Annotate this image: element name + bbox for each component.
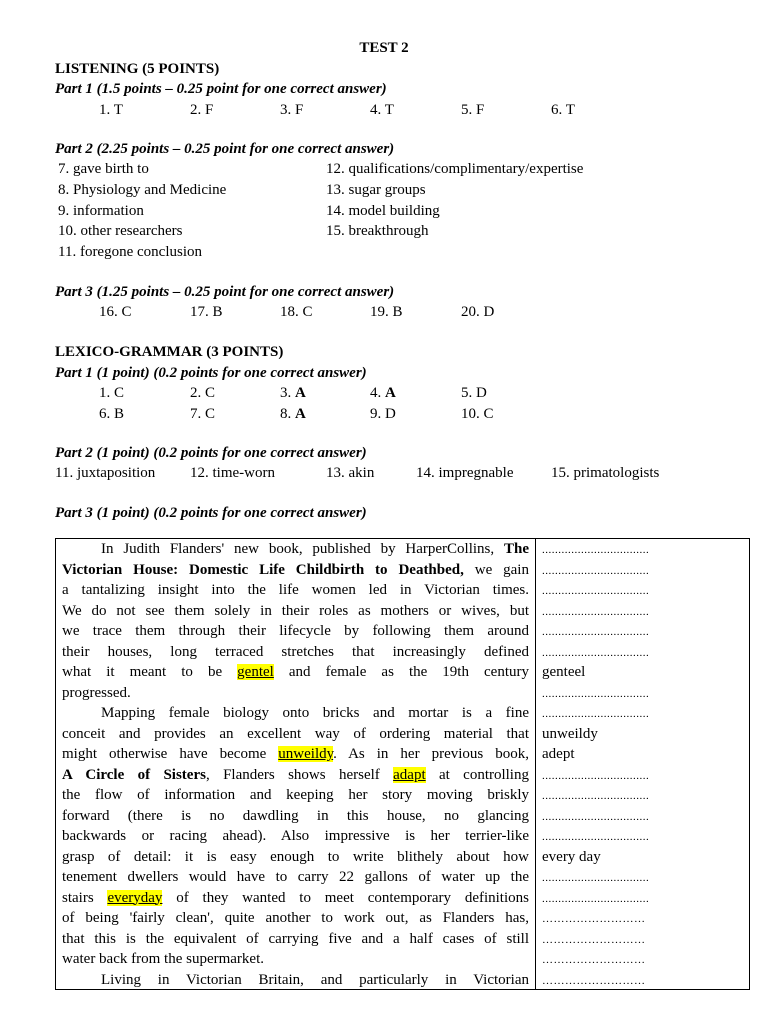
passage-text-segment: we trace them through their lifecycle by following them around <box>62 623 529 639</box>
answer: 11. foregone conclusion <box>58 244 202 260</box>
page-title: TEST 2 <box>359 40 409 56</box>
dotted-blank: ……………………… <box>542 974 646 987</box>
answer-slot <box>536 949 750 970</box>
lexico-part3-heading: Part 3 (1 point) (0.2 points for one correct answer) <box>55 505 367 521</box>
passage-text <box>56 539 536 989</box>
answer: 2. F <box>190 102 214 118</box>
passage-text-segment: Living in Victorian Britain, and particularly in Victorian <box>101 971 529 988</box>
answer: 2. C <box>190 385 216 401</box>
answer-slot <box>536 785 750 806</box>
highlighted-error: everyday <box>107 889 163 906</box>
passage-line <box>56 949 535 970</box>
passage-text-segment: Mapping female biology onto bricks and mortar is a fine <box>101 705 529 721</box>
answer-slot <box>536 765 750 786</box>
answer: 6. B <box>99 406 125 422</box>
answer-slot <box>536 929 750 950</box>
answer: 12. time-worn <box>190 465 275 481</box>
listening-heading: LISTENING (5 POINTS) <box>55 61 220 77</box>
dotted-blank: ……………………… <box>542 933 646 946</box>
answer: 13. akin <box>326 465 375 481</box>
answer: 15. breakthrough <box>326 223 429 239</box>
passage-line <box>56 539 535 560</box>
answer: 15. primatologists <box>551 465 660 481</box>
passage-text-segment: tenement dwellers would have to carry 22 gallons of water up the <box>62 869 529 885</box>
answer: 3. A <box>280 385 306 401</box>
passage-text-segment: Victorian House: Domestic Life Childbirth to Deathbed, <box>62 561 464 578</box>
passage-text-segment: grasp of detail: it is easy enough to write blithely about how <box>62 848 529 865</box>
highlighted-error: unweildy <box>278 746 334 762</box>
dotted-blank: ................................. <box>542 810 650 823</box>
passage-line <box>56 888 535 909</box>
answer: 17. B <box>190 304 223 320</box>
passage-text-segment: forward (there is no dawdling in this house, no glancing <box>62 807 529 824</box>
passage-line <box>56 621 535 642</box>
answer-slot <box>536 642 750 663</box>
answer-slot <box>536 580 750 601</box>
answer: 1. C <box>99 385 125 401</box>
answer: 3. F <box>280 102 304 118</box>
dotted-blank: ................................. <box>542 892 650 905</box>
listening-part2-heading: Part 2 (2.25 points – 0.25 point for one correct answer) <box>55 141 395 157</box>
passage-text-segment: backwards or racing ahead). Also impressive is her terrier-like <box>62 828 529 844</box>
answer: 1. T <box>99 102 123 118</box>
answer-slot <box>536 539 750 560</box>
answer: 14. impregnable <box>416 465 514 481</box>
passage-text-segment: and female as the 19th century <box>273 664 529 680</box>
listening-part3-heading: Part 3 (1.25 points – 0.25 point for one correct answer) <box>55 284 395 300</box>
dotted-blank: ................................. <box>542 646 650 659</box>
answer: 5. D <box>461 385 487 401</box>
answer-slot <box>536 744 750 765</box>
highlighted-error: adapt <box>393 766 426 783</box>
passage-line <box>56 847 535 868</box>
passage-text-segment: progressed. <box>62 684 131 701</box>
answer: 8. A <box>280 406 306 422</box>
dotted-blank: ................................. <box>542 626 650 638</box>
answer: 5. F <box>461 102 485 118</box>
dotted-blank: ................................. <box>542 544 650 556</box>
answer-slot <box>536 703 750 724</box>
answer-slot <box>536 970 750 990</box>
passage-line <box>56 765 535 786</box>
answer-slot <box>536 847 750 868</box>
lexico-part2-heading: Part 2 (1 point) (0.2 points for one correct answer) <box>55 445 367 461</box>
correction: every day <box>542 848 601 865</box>
passage-line <box>56 970 535 990</box>
answer: 8. Physiology and Medicine <box>58 182 227 198</box>
passage-line <box>56 601 535 622</box>
passage-text-segment: In Judith Flanders' new book, published by HarperCollins, <box>101 541 504 557</box>
passage-text-segment: what it meant to be <box>62 664 238 680</box>
passage-text-segment: their houses, long terraced stretches that increasingly defined <box>62 643 529 660</box>
passage-text-segment: , Flanders shows herself <box>205 766 394 783</box>
lexico-part1-heading: Part 1 (1 point) (0.2 points for one correct answer) <box>55 365 367 381</box>
passage-line <box>56 724 535 745</box>
passage-text-segment: . As in her previous book, <box>333 746 529 762</box>
answer: 14. model building <box>326 203 440 219</box>
answer: 7. gave birth to <box>58 161 149 177</box>
passage-line <box>56 703 535 724</box>
answer-slot <box>536 683 750 704</box>
dotted-blank: ................................. <box>542 790 650 802</box>
answer: 4. A <box>370 385 396 401</box>
passage-line <box>56 867 535 888</box>
answer-slot <box>536 908 750 929</box>
answer: 7. C <box>190 406 216 422</box>
passage-line <box>56 662 535 683</box>
passage-text-segment: A Circle of Sisters <box>62 766 206 783</box>
answer: 20. D <box>461 304 495 320</box>
passage-text-segment: conceit and provides an excellent way of ordering material that <box>62 725 529 742</box>
dotted-blank: ................................. <box>542 769 650 782</box>
dotted-blank: ................................. <box>542 605 650 618</box>
answer-slot <box>536 724 750 745</box>
answer-slot <box>536 867 750 888</box>
answer: 6. T <box>551 102 575 118</box>
passage-text-segment: of being 'fairly clean', quite another to work out, as Flanders has, <box>62 910 529 926</box>
correction: adept <box>542 746 575 762</box>
answer-slot <box>536 888 750 909</box>
passage-text-segment: of they wanted to meet contemporary definitions <box>162 889 529 906</box>
answer: 9. information <box>58 203 144 219</box>
passage-line <box>56 785 535 806</box>
passage-line <box>56 560 535 581</box>
passage-text-segment: that this is the equivalent of carrying five and a half cases of still <box>62 930 529 947</box>
passage-line <box>56 826 535 847</box>
answer: 10. C <box>461 406 494 422</box>
answer-slot <box>536 662 750 683</box>
answer: 11. juxtaposition <box>55 465 156 481</box>
answer-slot <box>536 601 750 622</box>
answer-slot <box>536 560 750 581</box>
dotted-blank: ................................. <box>542 708 650 720</box>
passage-text-segment: a tantalizing insight into the life women led in Victorian times. <box>62 582 529 598</box>
answer-slot <box>536 806 750 827</box>
correction: unweildy <box>542 725 598 742</box>
passage-text-segment: the flow of information and keeping her story moving briskly <box>62 787 529 803</box>
answer: 12. qualifications/complimentary/expertise <box>326 161 584 177</box>
dotted-blank: ................................. <box>542 872 650 884</box>
passage-table <box>55 538 750 990</box>
answer-column <box>536 539 750 989</box>
dotted-blank: ................................. <box>542 831 650 843</box>
answer: 16. C <box>99 304 132 320</box>
dotted-blank: ……………………… <box>542 913 646 925</box>
answer: 19. B <box>370 304 403 320</box>
answer: 10. other researchers <box>58 223 183 239</box>
answer: 13. sugar groups <box>326 182 426 198</box>
passage-line <box>56 806 535 827</box>
highlighted-error: gentel <box>237 664 274 680</box>
dotted-blank: ................................. <box>542 585 650 597</box>
passage-text-segment: We do not see them solely in their roles as mothers or wives, but <box>62 602 529 619</box>
dotted-blank: ................................. <box>542 687 650 700</box>
passage-line <box>56 642 535 663</box>
passage-text-segment: at controlling <box>425 766 529 783</box>
answer: 18. C <box>280 304 313 320</box>
lexico-heading: LEXICO-GRAMMAR (3 POINTS) <box>55 344 284 360</box>
answer-slot <box>536 826 750 847</box>
passage-line <box>56 908 535 929</box>
passage-text-segment: water back from the supermarket. <box>62 951 264 967</box>
correction: genteel <box>542 664 586 680</box>
passage-text-segment: we gain <box>463 561 529 578</box>
dotted-blank: ……………………… <box>542 954 646 966</box>
passage-text-segment: might otherwise have become <box>62 746 279 762</box>
answer-slot <box>536 621 750 642</box>
passage-line <box>56 744 535 765</box>
passage-line <box>56 683 535 704</box>
listening-part1-heading: Part 1 (1.5 points – 0.25 point for one correct answer) <box>55 81 387 97</box>
dotted-blank: ................................. <box>542 564 650 577</box>
passage-text-segment: The <box>503 541 529 557</box>
answer: 4. T <box>370 102 394 118</box>
passage-line <box>56 929 535 950</box>
answer: 9. D <box>370 406 396 422</box>
passage-line <box>56 580 535 601</box>
passage-text-segment: stairs <box>62 889 108 906</box>
